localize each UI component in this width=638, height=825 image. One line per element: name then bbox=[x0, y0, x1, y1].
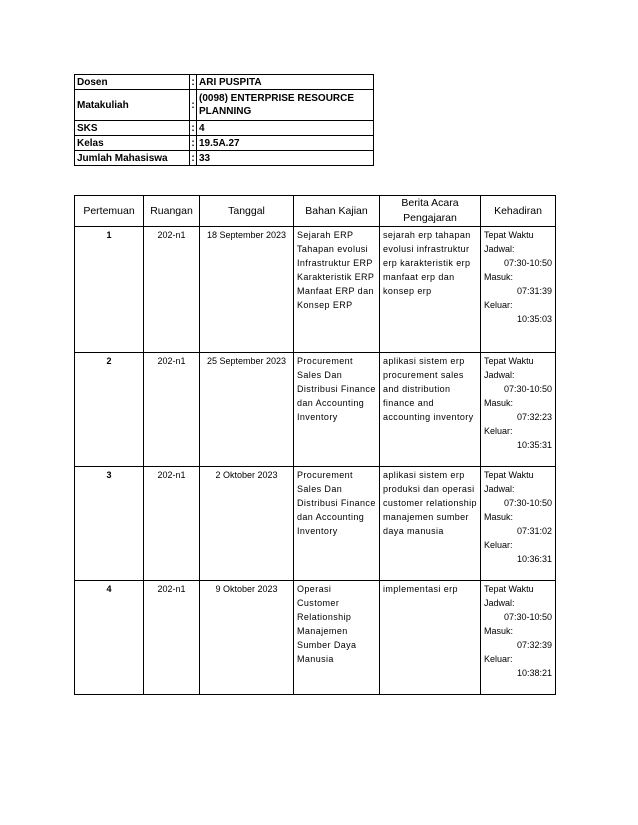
jadwal-value: 07:30-10:50 bbox=[503, 612, 552, 622]
keluar-value: 10:38:21 bbox=[516, 668, 552, 678]
kehadiran-cell bbox=[481, 581, 556, 695]
ruangan-cell: 202-n1 bbox=[144, 227, 200, 353]
header-ruangan: Ruangan bbox=[144, 196, 200, 227]
berita-acara-cell: aplikasi sistem erp produksi dan operasi customer relationship manajemen sumber daya manusia bbox=[380, 467, 481, 581]
sks-value: 4 bbox=[197, 121, 374, 136]
kehadiran-status: Tepat Waktu bbox=[484, 584, 534, 594]
jadwal-label: Jadwal: bbox=[484, 244, 515, 254]
header-bahan-kajian: Bahan Kajian bbox=[294, 196, 380, 227]
table-row bbox=[75, 353, 556, 467]
kehadiran-status: Tepat Waktu bbox=[484, 470, 534, 480]
header-tanggal: Tanggal bbox=[200, 196, 294, 227]
kehadiran-status: Tepat Waktu bbox=[484, 230, 534, 240]
kelas-label: Kelas bbox=[75, 136, 190, 151]
header-kehadiran: Kehadiran bbox=[481, 196, 556, 227]
jadwal-label: Jadwal: bbox=[484, 598, 515, 608]
masuk-value: 07:31:39 bbox=[516, 286, 552, 296]
masuk-label: Masuk: bbox=[484, 398, 514, 408]
pertemuan-cell: 1 bbox=[75, 227, 144, 353]
jadwal-value: 07:30-10:50 bbox=[503, 384, 552, 394]
bahan-kajian-cell: Sejarah ERP Tahapan evolusi Infrastruktur ERP Karakteristik ERP Manfaat ERP dan Konsep ERP bbox=[294, 227, 380, 353]
berita-acara-cell: sejarah erp tahapan evolusi infrastruktur erp karakteristik erp manfaat erp dan konsep erp bbox=[380, 227, 481, 353]
tanggal-cell: 25 September 2023 bbox=[200, 353, 294, 467]
info-row-sks bbox=[75, 121, 374, 136]
dosen-label: Dosen bbox=[75, 75, 190, 90]
table-row bbox=[75, 581, 556, 695]
masuk-label: Masuk: bbox=[484, 626, 514, 636]
tanggal-cell: 18 September 2023 bbox=[200, 227, 294, 353]
jadwal-label: Jadwal: bbox=[484, 370, 515, 380]
matakuliah-label: Matakuliah bbox=[75, 90, 190, 121]
ruangan-cell: 202-n1 bbox=[144, 353, 200, 467]
keluar-label: Keluar: bbox=[484, 300, 513, 310]
berita-acara-cell: aplikasi sistem erp procurement sales and distribution finance and accounting inventory bbox=[380, 353, 481, 467]
tanggal-cell: 9 Oktober 2023 bbox=[200, 581, 294, 695]
masuk-value: 07:32:23 bbox=[516, 412, 552, 422]
info-row-dosen bbox=[75, 75, 374, 90]
jadwal-value: 07:30-10:50 bbox=[503, 258, 552, 268]
pertemuan-cell: 3 bbox=[75, 467, 144, 581]
keluar-label: Keluar: bbox=[484, 654, 513, 664]
masuk-label: Masuk: bbox=[484, 512, 514, 522]
pertemuan-cell: 2 bbox=[75, 353, 144, 467]
sks-label: SKS bbox=[75, 121, 190, 136]
table-row bbox=[75, 467, 556, 581]
bahan-kajian-cell: Procurement Sales Dan Distribusi Finance dan Accounting Inventory bbox=[294, 353, 380, 467]
berita-acara-cell: implementasi erp bbox=[380, 581, 481, 695]
matakuliah-value: (0098) ENTERPRISE RESOURCE PLANNING bbox=[197, 90, 374, 121]
kehadiran-status: Tepat Waktu bbox=[484, 356, 534, 366]
dosen-value: ARI PUSPITA bbox=[197, 75, 374, 90]
jadwal-label: Jadwal: bbox=[484, 484, 515, 494]
keluar-label: Keluar: bbox=[484, 540, 513, 550]
info-row-matakuliah bbox=[75, 90, 374, 121]
header-pertemuan: Pertemuan bbox=[75, 196, 144, 227]
kehadiran-cell bbox=[481, 227, 556, 353]
keluar-value: 10:35:31 bbox=[516, 440, 552, 450]
separator: : bbox=[191, 122, 195, 134]
info-row-jumlah bbox=[75, 151, 374, 166]
table-header-row bbox=[75, 196, 556, 227]
masuk-value: 07:31:02 bbox=[516, 526, 552, 536]
header-berita-acara: Berita Acara Pengajaran bbox=[380, 196, 481, 227]
bahan-kajian-cell: Operasi Customer Relationship Manajemen Sumber Daya Manusia bbox=[294, 581, 380, 695]
table-row bbox=[75, 227, 556, 353]
keluar-value: 10:36:31 bbox=[516, 554, 552, 564]
course-info-table bbox=[74, 74, 374, 166]
ruangan-cell: 202-n1 bbox=[144, 467, 200, 581]
jumlah-mahasiswa-value: 33 bbox=[197, 151, 374, 166]
keluar-label: Keluar: bbox=[484, 426, 513, 436]
separator: : bbox=[190, 90, 197, 121]
kelas-value: 19.5A.27 bbox=[197, 136, 374, 151]
pertemuan-cell: 4 bbox=[75, 581, 144, 695]
info-row-kelas bbox=[75, 136, 374, 151]
tanggal-cell: 2 Oktober 2023 bbox=[200, 467, 294, 581]
ruangan-cell: 202-n1 bbox=[144, 581, 200, 695]
separator: : bbox=[191, 152, 195, 164]
jadwal-value: 07:30-10:50 bbox=[503, 498, 552, 508]
keluar-value: 10:35:03 bbox=[516, 314, 552, 324]
masuk-value: 07:32:39 bbox=[516, 640, 552, 650]
kehadiran-cell bbox=[481, 353, 556, 467]
attendance-table bbox=[74, 195, 556, 695]
masuk-label: Masuk: bbox=[484, 272, 514, 282]
kehadiran-cell bbox=[481, 467, 556, 581]
bahan-kajian-cell: Procurement Sales Dan Distribusi Finance dan Accounting Inventory bbox=[294, 467, 380, 581]
separator: : bbox=[191, 137, 195, 149]
separator: : bbox=[191, 76, 195, 88]
jumlah-mahasiswa-label: Jumlah Mahasiswa bbox=[75, 151, 190, 166]
